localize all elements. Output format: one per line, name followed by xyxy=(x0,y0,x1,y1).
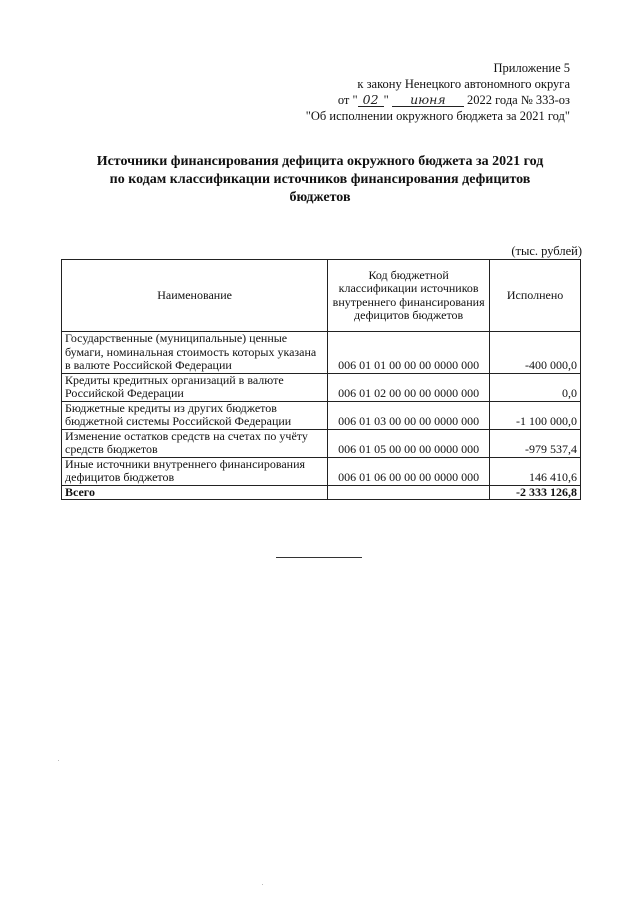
law-title: "Об исполнении окружного бюджета за 2021 год" xyxy=(305,109,570,123)
financing-sources-table xyxy=(61,259,581,500)
title-line-3: бюджетов xyxy=(289,190,351,205)
table-total-row xyxy=(62,485,581,500)
row-code-cell xyxy=(328,485,490,500)
law-reference: к закону Ненецкого автономного округа xyxy=(357,77,570,91)
row-code-cell: 006 01 02 00 00 00 0000 000 xyxy=(328,373,490,401)
date-month-handwritten: июня xyxy=(392,93,464,107)
header-executed: Исполнено xyxy=(490,260,581,332)
row-code-cell: 006 01 06 00 00 00 0000 000 xyxy=(328,457,490,485)
units-label: (тыс. рублей) xyxy=(511,244,582,258)
document-title xyxy=(60,153,580,207)
row-amount-cell: -400 000,0 xyxy=(490,332,581,374)
row-name-cell: Государственные (муниципальные) ценные бумаги, номинальная стоимость которых указана в валюте Российской Федерации xyxy=(62,332,328,374)
row-amount-cell: -2 333 126,8 xyxy=(490,485,581,500)
scan-speck xyxy=(262,884,263,885)
table-row xyxy=(62,373,581,401)
row-amount-cell: -1 100 000,0 xyxy=(490,401,581,429)
law-date-line xyxy=(306,92,570,108)
row-amount-cell: 0,0 xyxy=(490,373,581,401)
table-header-row xyxy=(62,260,581,332)
header-name: Наименование xyxy=(62,260,328,332)
row-amount-cell: -979 537,4 xyxy=(490,429,581,457)
date-prefix: от " xyxy=(337,93,358,107)
title-line-2: по кодам классификации источников финансирования дефицитов xyxy=(109,172,531,187)
date-quote: " xyxy=(383,93,389,107)
row-amount-cell: 146 410,6 xyxy=(490,457,581,485)
scan-speck xyxy=(58,760,59,761)
row-code-cell: 006 01 01 00 00 00 0000 000 xyxy=(328,332,490,374)
title-line-1: Источники финансирования дефицита окружного бюджета за 2021 год xyxy=(96,154,544,169)
row-name-cell: Иные источники внутреннего финансирования дефицитов бюджетов xyxy=(62,457,328,485)
row-name-cell: Всего xyxy=(62,485,328,500)
row-name-cell: Изменение остатков средств на счетах по учёту средств бюджетов xyxy=(62,429,328,457)
appendix-label: Приложение 5 xyxy=(493,61,570,75)
table-row xyxy=(62,429,581,457)
table-row xyxy=(62,401,581,429)
table-row xyxy=(62,332,581,374)
table-row xyxy=(62,457,581,485)
appendix-header xyxy=(306,60,570,124)
date-suffix: 2022 года № 333-оз xyxy=(466,93,570,107)
date-day-handwritten: 02 xyxy=(358,93,384,107)
header-code: Код бюджетной классификации источников внутреннего финансирования дефицитов бюджетов xyxy=(328,260,490,332)
row-code-cell: 006 01 05 00 00 00 0000 000 xyxy=(328,429,490,457)
row-name-cell: Бюджетные кредиты из других бюджетов бюджетной системы Российской Федерации xyxy=(62,401,328,429)
table-body xyxy=(62,332,581,500)
row-code-cell: 006 01 03 00 00 00 0000 000 xyxy=(328,401,490,429)
end-divider xyxy=(276,557,362,558)
row-name-cell: Кредиты кредитных организаций в валюте Российской Федерации xyxy=(62,373,328,401)
